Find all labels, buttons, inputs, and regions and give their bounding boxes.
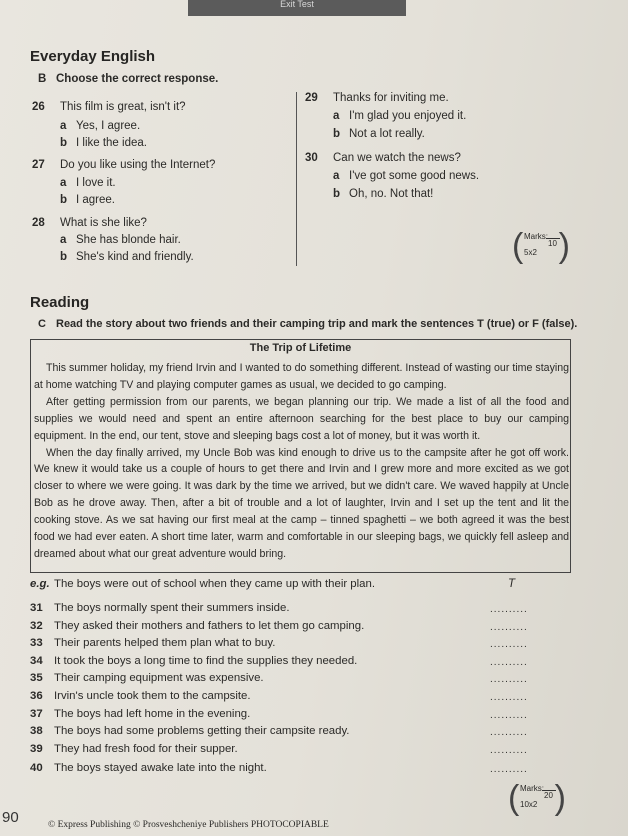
tf-item-40 xyxy=(30,762,570,778)
question-number: 27 xyxy=(32,159,45,171)
option-b-text: I like the idea. xyxy=(76,137,147,149)
answer-blank[interactable]: .......... xyxy=(490,745,528,756)
marks-box-reading xyxy=(508,778,566,818)
item-number: 36 xyxy=(30,690,43,702)
tf-item-33 xyxy=(30,637,570,653)
tf-item-31 xyxy=(30,602,570,618)
question-text: What is she like? xyxy=(60,217,147,229)
option-b-label: b xyxy=(60,251,68,263)
option-a-text: She has blonde hair. xyxy=(76,234,181,246)
option-b-label: b xyxy=(333,128,341,140)
item-text: Their parents helped them plan what to buy. xyxy=(54,637,276,649)
story-paragraph: When the day finally arrived, my Uncle Bob was kind enough to drive us to the campsite after he got off work. We knew it would take us a couple of hours to get there and Irvin and I grew more and more excited as we got closer to where we were going. It was dark by the time we arrived, but we didn't care. We waved happily at Uncle Bob as he drove away. Then, after a bit of trouble and a lot of laughter, Irvin and I set up the tent and lit the cooking stove. As we sat having our first meal at the camp – tinned spaghetti – we both agreed it was the best food we had ever eaten. A short time later, warm and comfortable in our sleeping bags, we quickly fell asleep and dreamed about what our great adventure would bring. xyxy=(34,446,569,560)
item-text: The boys stayed awake late into the night. xyxy=(54,762,267,774)
marks-box-everyday xyxy=(512,226,570,266)
question-number: 28 xyxy=(32,217,45,229)
answer-blank[interactable]: .......... xyxy=(490,622,528,633)
option-a-label: a xyxy=(333,170,340,182)
option-a[interactable] xyxy=(60,177,116,189)
section-tab: Exit Test xyxy=(188,0,406,16)
instruction-text: Choose the correct response. xyxy=(56,73,219,85)
page-number: 90 xyxy=(2,809,19,826)
right-paren: ) xyxy=(554,779,566,817)
story-paragraph: After getting permission from our parents, we began planning our trip. We made a list of all the food and supplies we would need and spent an entire afternoon searching for the best place to buy our camping equipment. In the end, our tent, stove and sleeping bags cost a lot of money, but it was worth it. xyxy=(34,395,569,442)
tf-item-39 xyxy=(30,743,570,759)
instruction-label: C xyxy=(38,318,46,330)
option-b[interactable] xyxy=(60,194,115,206)
reading-instruction xyxy=(38,318,577,330)
story-title: The Trip of Lifetime xyxy=(249,342,352,354)
option-b-label: b xyxy=(60,137,68,149)
question-text: Thanks for inviting me. xyxy=(333,92,449,104)
example-item xyxy=(30,578,570,594)
tf-item-32 xyxy=(30,620,570,636)
item-number: 38 xyxy=(30,725,43,737)
marks-label: Marks: xyxy=(520,784,544,793)
tf-item-34 xyxy=(30,655,570,671)
column-divider xyxy=(296,92,297,266)
answer-blank[interactable]: .......... xyxy=(490,727,528,738)
item-text: The boys normally spent their summers inside. xyxy=(54,602,290,614)
item-text: Irvin's uncle took them to the campsite. xyxy=(54,690,251,702)
item-number: 40 xyxy=(30,762,43,774)
story-paragraph: This summer holiday, my friend Irvin and I wanted to do something different. Instead of wasting our time staying at home watching TV and playing computer games as usual, we decided to go camping. xyxy=(34,362,569,391)
option-b-text: Not a lot really. xyxy=(349,128,425,140)
right-paren: ) xyxy=(558,227,570,265)
marks-total: 10 xyxy=(548,239,557,248)
item-text: They had fresh food for their supper. xyxy=(54,743,238,755)
item-number: 39 xyxy=(30,743,43,755)
question-number: 26 xyxy=(32,101,45,113)
instruction-label: B xyxy=(38,73,47,85)
option-b[interactable] xyxy=(333,128,425,140)
tf-item-37 xyxy=(30,708,570,724)
reading-heading: Reading xyxy=(30,294,90,311)
answer-blank[interactable]: .......... xyxy=(490,657,528,668)
option-b-label: b xyxy=(333,188,341,200)
marks-multiplier: 10x2 xyxy=(520,800,538,809)
everyday-instruction xyxy=(38,73,218,85)
option-a-label: a xyxy=(333,110,340,122)
left-paren: ( xyxy=(512,227,524,265)
copyright-footer: © Express Publishing © Prosveshcheniye Publishers PHOTOCOPIABLE xyxy=(48,820,329,830)
option-a[interactable] xyxy=(60,120,140,132)
option-a-label: a xyxy=(60,177,67,189)
example-label: e.g. xyxy=(30,578,50,590)
left-paren: ( xyxy=(508,779,520,817)
item-text: It took the boys a long time to find the supplies they needed. xyxy=(54,655,358,667)
question-text: Can we watch the news? xyxy=(333,152,461,164)
marks-label: Marks: xyxy=(524,232,548,241)
option-b-text: I agree. xyxy=(76,194,115,206)
question-text: Do you like using the Internet? xyxy=(60,159,216,171)
marks-multiplier: 5x2 xyxy=(524,248,537,257)
answer-blank[interactable]: .......... xyxy=(490,692,528,703)
item-text: They asked their mothers and fathers to let them go camping. xyxy=(54,620,365,632)
story-body xyxy=(34,360,569,563)
option-b[interactable] xyxy=(60,251,194,263)
instruction-text: Read the story about two friends and their camping trip and mark the sentences T (true) or F (false). xyxy=(56,318,578,330)
example-text: The boys were out of school when they came up with their plan. xyxy=(54,578,376,590)
item-text: Their camping equipment was expensive. xyxy=(54,672,264,684)
item-text: The boys had left home in the evening. xyxy=(54,708,251,720)
answer-blank[interactable]: .......... xyxy=(490,639,528,650)
item-number: 34 xyxy=(30,655,43,667)
tf-item-38 xyxy=(30,725,570,741)
option-a-text: I've got some good news. xyxy=(349,170,480,182)
option-a-label: a xyxy=(60,234,67,246)
option-a[interactable] xyxy=(333,170,479,182)
tf-item-35 xyxy=(30,672,570,688)
option-a[interactable] xyxy=(60,234,181,246)
option-b-text: Oh, no. Not that! xyxy=(349,188,434,200)
option-b[interactable] xyxy=(333,188,433,200)
answer-blank[interactable]: .......... xyxy=(490,710,528,721)
item-number: 32 xyxy=(30,620,43,632)
answer-blank[interactable]: .......... xyxy=(490,764,528,775)
everyday-english-heading: Everyday English xyxy=(30,48,156,65)
answer-blank[interactable]: .......... xyxy=(490,674,528,685)
option-a-label: a xyxy=(60,120,67,132)
tf-item-36 xyxy=(30,690,570,706)
option-a-text: Yes, I agree. xyxy=(76,120,141,132)
option-a-text: I'm glad you enjoyed it. xyxy=(349,110,467,122)
item-number: 35 xyxy=(30,672,43,684)
option-b-text: She's kind and friendly. xyxy=(76,251,194,263)
question-number: 30 xyxy=(305,152,318,164)
option-b-label: b xyxy=(60,194,68,206)
story-box xyxy=(30,339,571,573)
marks-total: 20 xyxy=(544,791,553,800)
option-a[interactable] xyxy=(333,110,466,122)
example-answer: T xyxy=(508,578,517,590)
item-number: 31 xyxy=(30,602,43,614)
option-a-text: I love it. xyxy=(76,177,116,189)
item-number: 37 xyxy=(30,708,43,720)
option-b[interactable] xyxy=(60,137,147,149)
question-text: This film is great, isn't it? xyxy=(60,101,186,113)
item-number: 33 xyxy=(30,637,43,649)
question-number: 29 xyxy=(305,92,318,104)
answer-blank[interactable]: .......... xyxy=(490,604,528,615)
item-text: The boys had some problems getting their campsite ready. xyxy=(54,725,350,737)
